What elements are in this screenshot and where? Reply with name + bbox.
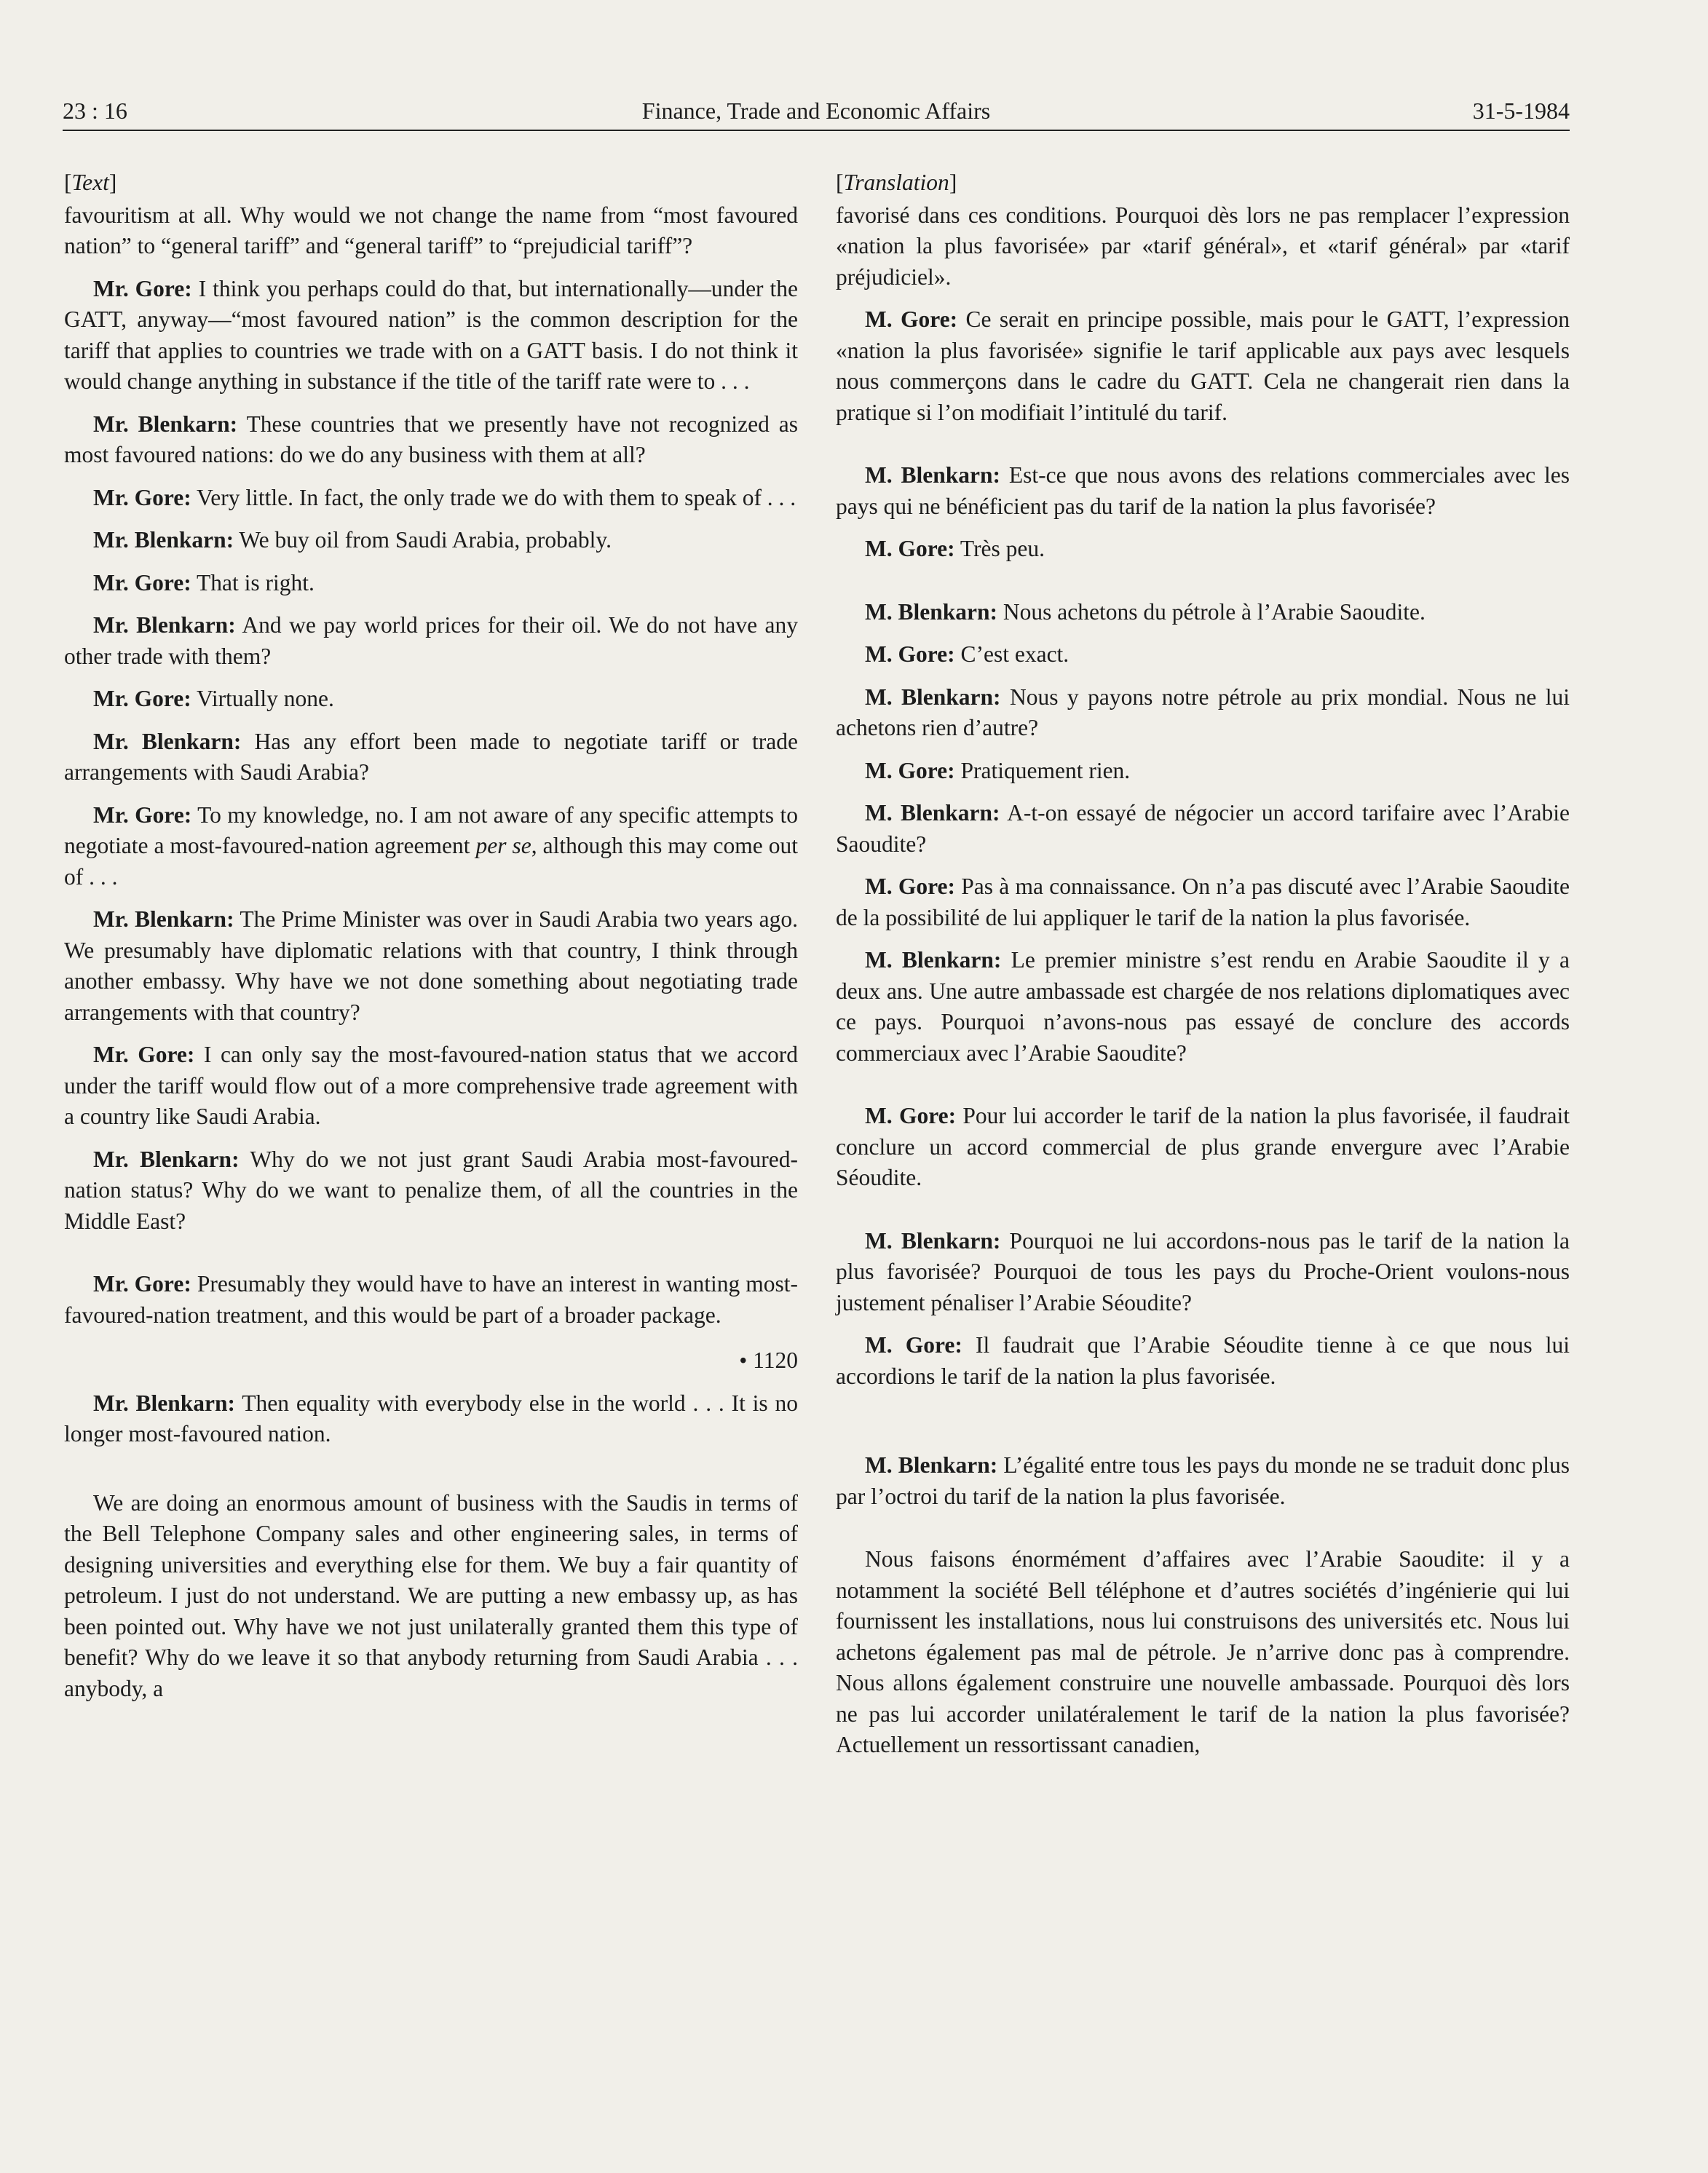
speaker-turn: M. Gore: Pour lui accorder le tarif de la nation la plus favorisée, il faudrait conclure un accord commercial de plus grande envergure avec l’Arabie Séoudite. [836,1103,1570,1190]
speaker-name: Mr. Gore: [93,1271,191,1297]
speaker-turn: Mr. Blenkarn: Why do we not just grant Saudi Arabia most-favoured-nation status? Why do we want to penalize them, of all the countries in the Middle East? [64,1146,799,1234]
speaker-name: Mr. Blenkarn: [93,411,238,437]
speaker-name: Mr. Blenkarn: [93,612,236,638]
speaker-name: M. Blenkarn: [865,684,1001,710]
time-marker: • 1120 [739,1347,798,1373]
speaker-turn: Mr. Gore: Presumably they would have to have an interest in wanting most-favoured-nation treatment, and this would be part of a broader package. [64,1271,798,1328]
speaker-turn: M. Blenkarn: Nous achetons du pétrole à l’Arabie Saoudite. [865,598,1426,625]
speaker-turn: M. Gore: Pratiquement rien. [865,757,1131,783]
speaker-name: M. Blenkarn: [865,800,1000,826]
speaker-name: Mr. Gore: [93,569,191,595]
page-header [63,92,1570,131]
speaker-turn: M. Gore: Il faudrait que l’Arabie Séoudite tienne à ce que nous lui accordions le tarif de la nation la plus favorisée. [836,1332,1570,1389]
speaker-turn: Mr. Gore: That is right. [93,569,315,595]
speaker-name: M. Gore: [865,536,955,561]
speaker-name: Mr. Blenkarn: [93,906,234,932]
speaker-turn: M. Gore: Pas à ma connaissance. On n’a pas discuté avec l’Arabie Saoudite de la possibilité de lui appliquer le tarif de la nation la plus favorisée. [836,874,1570,930]
page-number: 23 : 16 [63,98,127,124]
speaker-turn: Mr. Blenkarn: And we pay world prices for their oil. We do not have any other trade with them? [64,612,799,669]
speaker-name: Mr. Blenkarn: [93,1146,240,1172]
speaker-turn: Mr. Gore: I can only say the most-favoured-nation status that we accord under the tariff would flow out of a more comprehensive trade agreement with a country like Saudi Arabia. [64,1042,798,1129]
speaker-name: M. Gore: [865,1332,962,1358]
speaker-name: Mr. Gore: [93,484,191,510]
speaker-turn: M. Blenkarn: Est-ce que nous avons des relations commerciales avec les pays qui ne bénéficient pas du tarif de la nation la plus favorisée? [836,462,1570,519]
speaker-name: Mr. Blenkarn: [93,527,234,553]
paragraph: We are doing an enormous amount of business with the Saudis in terms of the Bell Telephone Company sales and other engineering sales, in terms of designing universities and everything else for them. We buy a fair quantity of petroleum. I just do not understand. We are putting a new embassy up, as has been pointed out. Why have we not just unilaterally granted them this type of benefit? Why do we leave it so that anybody returning from Saudi Arabia . . . anybody, a [64,1489,798,1701]
speaker-turn: Mr. Gore: To my knowledge, no. I am not aware of any specific attempts to negotiate a most-favoured-nation agreement per se, although this may come out of . . . [64,801,798,890]
speaker-name: M. Blenkarn: [865,947,1002,973]
speaker-turn: M. Blenkarn: Nous y payons notre pétrole au prix mondial. Nous ne lui achetons rien d’autre? [836,684,1570,740]
speaker-name: M. Gore: [865,306,958,332]
speaker-turn: Mr. Blenkarn: These countries that we presently have not recognized as most favoured nations: do we do any business with them at all? [64,411,799,467]
speaker-name: M. Blenkarn: [865,598,998,625]
french-column [836,167,1570,1761]
speaker-turn: Mr. Gore: Virtually none. [93,686,334,711]
speaker-name: M. Gore: [865,641,955,667]
speaker-turn: Mr. Blenkarn: We buy oil from Saudi Arabia, probably. [93,527,612,553]
speaker-name: M. Gore: [865,874,956,899]
speaker-turn: M. Gore: Très peu. [865,536,1045,561]
speaker-turn: M. Blenkarn: Pourquoi ne lui accordons-nous pas le tarif de la nation la plus favorisée? Pourquoi de tous les pays du Proche-Orient voulons-nous justement pénaliser l’Arabie Séoudite? [836,1227,1570,1315]
speaker-name: M. Blenkarn: [865,462,1000,488]
speaker-turn: M. Blenkarn: Le premier ministre s’est rendu en Arabie Saoudite il y a deux ans. Une autre ambassade est chargée de nos relations diplomatiques avec ce pays. Pourquoi n’avons-nous pas essayé de conclure des accords commerciaux avec l’Arabie Saoudite? [836,947,1570,1066]
speaker-name: Mr. Blenkarn: [93,1390,236,1416]
english-column [64,167,798,1704]
speaker-name: M. Blenkarn: [865,1227,1001,1254]
page-date: 31-5-1984 [1472,98,1570,124]
speaker-name: M. Gore: [865,757,955,783]
column-label: [Text] [64,170,117,195]
speaker-name: M. Blenkarn: [865,1452,998,1478]
speaker-turn: M. Gore: C’est exact. [865,641,1070,667]
page-title: Finance, Trade and Economic Affairs [641,98,991,124]
paragraph: favorisé dans ces conditions. Pourquoi dès lors ne pas remplacer l’expression «nation la plus favorisée» par «tarif général», et «tarif général» par «tarif préjudiciel». [836,202,1570,290]
speaker-name: Mr. Blenkarn: [93,728,242,754]
speaker-turn: Mr. Blenkarn: The Prime Minister was over in Saudi Arabia two years ago. We presumably have diplomatic relations with that country, I think through another embassy. Why have we not done something about negotiating trade arrangements with that country? [64,906,798,1025]
speaker-name: M. Gore: [865,1103,957,1128]
paragraph: Nous faisons énormément d’affaires avec l’Arabie Saoudite: il y a notamment la société Bell téléphone et d’autres sociétés d’ingénierie qui lui fournissent les installations, nous lui construisons des universités etc. Nous lui achetons également pas mal de pétrole. Je n’arrive donc pas à comprendre. Nous allons également construire une nouvelle ambassade. Pourquoi dès lors ne pas lui accorder unilatéralement le tarif de la nation la plus favorisée? Actuellement un ressortissant canadien, [836,1546,1570,1757]
speaker-name: Mr. Gore: [93,686,191,711]
speaker-name: Mr. Gore: [93,275,192,301]
speaker-turn: M. Gore: Ce serait en principe possible, mais pour le GATT, l’expression «nation la plus favorisée» signifie le tarif applicable aux pays avec lesquels nous commerçons dans le cadre du GATT. Cela ne changerait rien dans la pratique si l’on modifiait l’intitulé du tarif. [836,306,1570,425]
column-label: [Translation] [836,170,957,195]
speaker-turn: Mr. Blenkarn: Then equality with everybody else in the world . . . It is no longer most-favoured nation. [64,1390,798,1446]
speaker-turn: M. Blenkarn: L’égalité entre tous les pays du monde ne se traduit donc plus par l’octroi du tarif de la nation la plus favorisée. [836,1452,1570,1509]
speaker-name: Mr. Gore: [93,1042,195,1067]
speaker-turn: M. Blenkarn: A-t-on essayé de négocier un accord tarifaire avec l’Arabie Saoudite? [836,800,1570,857]
speaker-turn: Mr. Gore: I think you perhaps could do that, but internationally—under the GATT, anyway—“most favoured nation” is the common description for the tariff that applies to countries we trade with on a GATT basis. I do not think it would change anything in substance if the title of the tariff rate were to . . . [64,275,798,394]
paragraph: favouritism at all. Why would we not change the name from “most favoured nation” to “general tariff” and “general tariff” to “prejudicial tariff”? [64,202,798,258]
speaker-turn: Mr. Blenkarn: Has any effort been made to negotiate tariff or trade arrangements with Saudi Arabia? [64,728,798,785]
speaker-turn: Mr. Gore: Very little. In fact, the only trade we do with them to speak of . . . [93,484,796,510]
speaker-name: Mr. Gore: [93,801,192,828]
